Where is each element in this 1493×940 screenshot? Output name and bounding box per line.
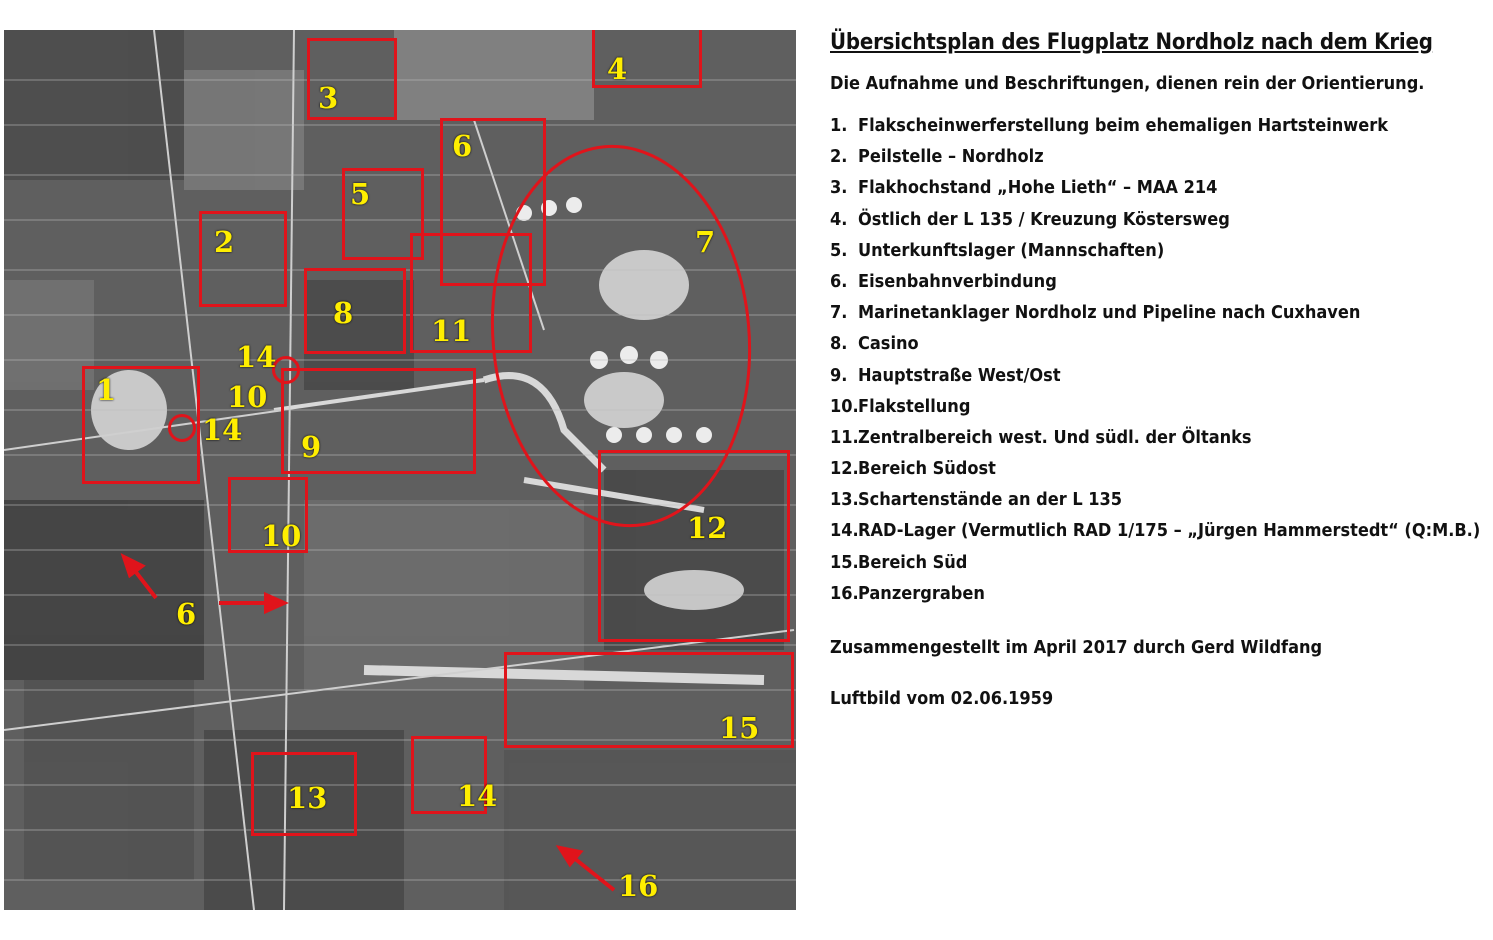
legend-item-number: 14. [830,520,859,542]
marker-6-north: 6 [452,129,473,163]
aerial-date-note: Luftbild vom 02.06.1959 [830,688,1054,709]
marker-14-north: 14 [236,340,277,374]
legend-item [830,110,1490,141]
legend-item [830,297,1490,328]
legend-item [830,547,1490,578]
legend-item [830,515,1490,546]
legend-item-text: Marinetanklager Nordholz und Pipeline nach Cuxhaven [858,302,1361,324]
legend-item [830,141,1490,172]
region-2 [199,211,287,307]
legend-item-number: 13. [830,489,859,511]
legend-item-number: 6. [830,270,848,292]
legend-item-text: Flakhochstand „Hohe Lieth“ – MAA 214 [858,177,1218,199]
marker-6-south: 6 [176,597,197,631]
legend-item-text: Hauptstraße West/Ost [858,364,1061,386]
marker-14-west: 14 [202,413,243,447]
legend-item-number: 15. [830,551,859,573]
legend-item-number: 9. [830,364,848,386]
marker-7: 7 [695,225,716,259]
legend-item-text: Eisenbahnverbindung [858,270,1057,292]
legend-item-text: Flakscheinwerferstellung beim ehemaligen Hartsteinwerk [858,115,1388,136]
legend-item [830,360,1490,391]
legend-item [830,422,1490,453]
marker-2: 2 [214,225,235,259]
marker-1: 1 [96,373,117,407]
legend-list [830,110,1490,609]
legend-item-number: 10. [830,395,859,417]
legend-item-text: RAD-Lager (Vermutlich RAD 1/175 – „Jürgen Hammerstedt“ (Q:M.B.) [858,520,1481,542]
subtitle: Die Aufnahme und Beschriftungen, dienen rein der Orientierung. [830,73,1425,94]
legend-item [830,453,1490,484]
legend-item [830,235,1490,266]
page-title: Übersichtsplan des Flugplatz Nordholz nach dem Krieg [830,30,1433,55]
marker-11: 11 [431,314,472,348]
marker-10-north: 10 [227,380,268,414]
legend-item-number: 11. [830,426,859,448]
region-8 [304,268,406,354]
marker-9: 9 [301,430,322,464]
legend-item-number: 1. [830,115,848,136]
marker-3: 3 [318,81,339,115]
legend-item-text: Schartenstände an der L 135 [858,489,1123,511]
legend-item-number: 4. [830,208,848,230]
legend-item-number: 5. [830,239,848,261]
region-14-ring-west [168,414,196,442]
legend-item [830,484,1490,515]
legend-item-text: Panzergraben [858,582,985,604]
aerial-photo [4,30,796,910]
legend-item [830,266,1490,297]
legend-item-text: Casino [858,333,919,355]
legend-item-text: Bereich Südost [858,458,996,480]
legend-item [830,204,1490,235]
legend-item-text: Zentralbereich west. Und südl. der Öltanks [858,426,1252,448]
marker-10-south: 10 [261,519,302,553]
legend-item-number: 8. [830,333,848,355]
marker-13: 13 [287,781,328,815]
legend-item-text: Östlich der L 135 / Kreuzung Köstersweg [858,208,1230,230]
region-12 [598,450,790,642]
compiled-note: Zusammengestellt im April 2017 durch Gerd Wildfang [830,637,1323,658]
legend-item [830,391,1490,422]
marker-15: 15 [719,711,760,745]
legend-item [830,172,1490,203]
legend-item-text: Flakstellung [858,395,971,417]
legend-item [830,328,1490,359]
legend-item [830,578,1490,609]
marker-8: 8 [333,296,354,330]
marker-16: 16 [618,869,659,903]
marker-4: 4 [607,52,628,86]
legend-item-number: 12. [830,458,859,480]
legend-item-number: 16. [830,582,859,604]
marker-14-south: 14 [457,779,498,813]
marker-5: 5 [350,177,371,211]
legend-item-text: Bereich Süd [858,551,968,573]
legend-item-number: 2. [830,146,848,168]
legend-panel [830,30,1490,709]
legend-item-text: Unterkunftslager (Mannschaften) [858,239,1165,261]
legend-item-number: 7. [830,302,848,324]
legend-item-number: 3. [830,177,848,199]
legend-item-text: Peilstelle – Nordholz [858,146,1044,168]
marker-12: 12 [687,511,728,545]
